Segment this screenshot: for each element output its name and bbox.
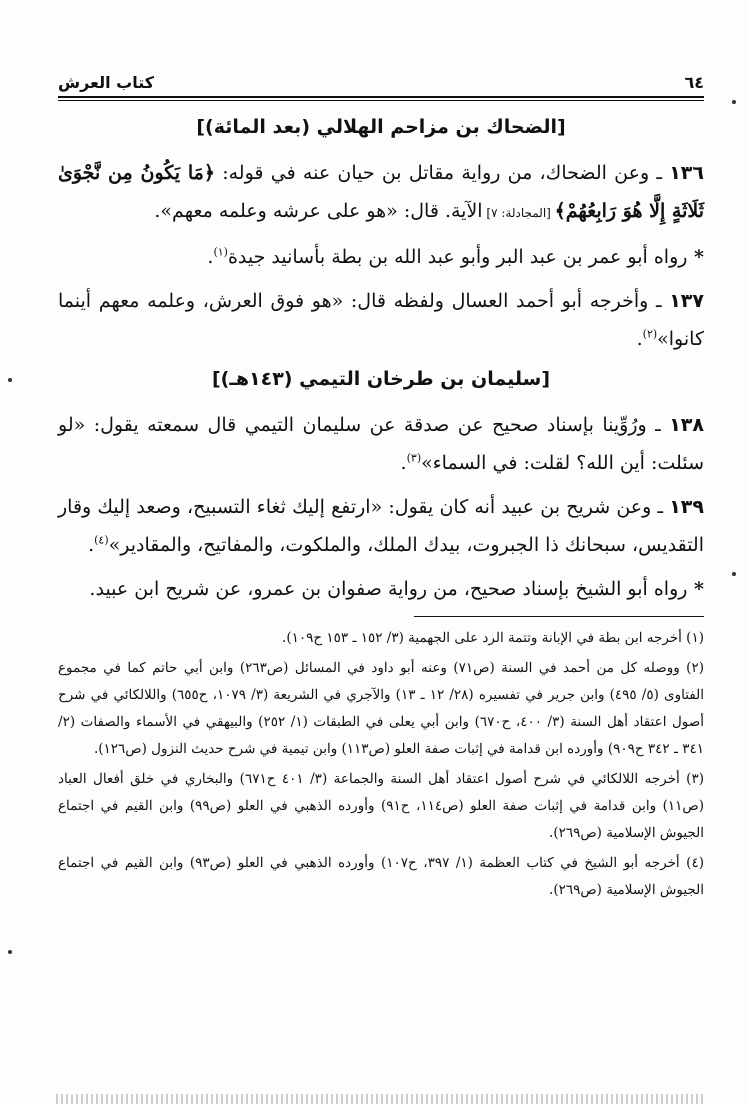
star-marker: * bbox=[687, 246, 704, 268]
section-title-dahhak: [الضحاك بن مزاحم الهلالي (بعد المائة)] bbox=[196, 116, 566, 138]
margin-speck bbox=[732, 100, 736, 104]
header-rule bbox=[58, 96, 704, 101]
bottom-border-ornament bbox=[56, 1094, 706, 1104]
margin-speck bbox=[732, 572, 736, 576]
verse-reference: [المجادلة: ٧] bbox=[482, 206, 555, 220]
paragraph-number: ١٣٨ bbox=[669, 414, 704, 436]
paragraph-number: ١٣٧ bbox=[669, 290, 704, 312]
paragraph-text: ـ ورُوِّينا بإسناد صحيح عن صدقة عن سليمان التيمي قال سمعته يقول: «لو سئلت: أين الله؟ لقلت: في السماء» bbox=[58, 414, 704, 474]
footnote-ref: (٣) bbox=[406, 451, 422, 465]
running-header bbox=[58, 66, 704, 92]
paragraph-138 bbox=[58, 406, 704, 482]
paragraph-text: ـ وعن شريح بن عبيد أنه كان يقول: «ارتفع إليك ثغاء التسبيح، وصعد إليك وقار التقديس، سبحانك ذا الجبروت، بيدك الملك، والملكوت، والمفاتيح، والمقادير» bbox=[58, 496, 704, 556]
quran-verse: ﴿مَا يَكُونُ مِن نَّجْوَىٰ ثَلَاثَةٍ إِلَّا هُوَ رَابِعُهُمْ﴾ bbox=[58, 162, 704, 222]
paragraph-note-1 bbox=[58, 238, 704, 276]
paragraph-number: ١٣٦ bbox=[669, 162, 704, 184]
footnote-3: (٣) أخرجه اللالكائي في شرح أصول اعتقاد أهل السنة والجماعة (٣/ ٤٠١ ح٦٧١) والبخاري في خلق أفعال العباد (ص١١) وابن قدامة في إثبات صفة العلو (ص١١٤، ح٩١) وأورده الذهبي في العلو (ص٩٩) وابن القيم في اجتماع الجيوش الإسلامية (ص٢٦٩). bbox=[58, 771, 704, 841]
paragraph-end: . bbox=[636, 328, 643, 350]
margin-speck bbox=[8, 378, 12, 382]
paragraph-number: ١٣٩ bbox=[669, 496, 704, 518]
paragraph-end: . bbox=[88, 534, 95, 556]
paragraph-139 bbox=[58, 488, 704, 564]
footnotes bbox=[58, 625, 704, 904]
paragraph-text: رواه أبو عمر بن عبد البر وأبو عبد الله بن بطة بأسانيد جيدة bbox=[227, 246, 688, 268]
footnote-4: (٤) أخرجه أبو الشيخ في كتاب العظمة (١/ ٣٩٧، ح١٠٧) وأورده الذهبي في العلو (ص٩٣) وابن القيم في اجتماع الجيوش الإسلامية (ص٢٦٩). bbox=[58, 855, 704, 898]
paragraph-text: ـ وعن الضحاك، من رواية مقاتل بن حيان عنه في قوله: bbox=[214, 162, 670, 184]
footnote-separator bbox=[414, 616, 704, 617]
paragraph-end: . bbox=[400, 452, 407, 474]
footnote-1: (١) أخرجه ابن بطة في الإبانة وتتمة الرد على الجهمية (٣/ ١٥٢ ـ ١٥٣ ح١٠٩). bbox=[282, 630, 704, 646]
paragraph-text-tail: الآية. قال: «هو على عرشه وعلمه معهم». bbox=[154, 200, 483, 222]
footnote-ref: (٢) bbox=[642, 327, 658, 341]
margin-speck bbox=[8, 950, 12, 954]
footnote-ref: (١) bbox=[213, 245, 228, 259]
paragraph-text: رواه أبو الشيخ بإسناد صحيح، من رواية صفوان بن عمرو، عن شريح ابن عبيد bbox=[95, 578, 688, 600]
footnote-2: (٢) ووصله كل من أحمد في السنة (ص٧١) وعنه أبو داود في المسائل (ص٢٦٣) وابن أبي حاتم كما في مجموع الفتاوى (٥/ ٤٩٥) وابن جرير في تفسيره (٢٨/ ١٢ ـ ١٣) والآجري في الشريعة (٣/ ١٠٧٩، ح٦٥٥) واللالكائي في شرح أصول اعتقاد أهل السنة (٣/ ٤٠٠، ح٦٧٠) وابن أبي يعلى في الطبقات (١/ ٢٥٢) والبيهقي في الأسماء والصفات (٢/ ٣٤١ ـ ٣٤٢ ح٩٠٩) وأورده ابن قدامة في إثبات صفة العلو (ص١١٣) وابن تيمية في شرح حديث النزول (ص١٢٦). bbox=[58, 660, 704, 757]
paragraph-end: . bbox=[207, 246, 214, 268]
star-marker: * bbox=[687, 578, 704, 600]
paragraph-text: ـ وأخرجه أبو أحمد العسال ولفظه قال: «هو فوق العرش، وعلمه معهم أينما كانوا» bbox=[58, 290, 704, 350]
main-text bbox=[58, 112, 704, 907]
paragraph-note-2 bbox=[58, 570, 704, 608]
page bbox=[58, 56, 704, 1086]
page-number: ٦٤ bbox=[684, 73, 704, 92]
book-title: كتاب العرش bbox=[58, 73, 155, 92]
paragraph-136 bbox=[58, 154, 704, 232]
paragraph-end: . bbox=[89, 578, 96, 600]
paragraph-137 bbox=[58, 282, 704, 358]
section-title-sulayman: [سليمان بن طرخان التيمي (١٤٣هـ)] bbox=[211, 368, 551, 390]
footnote-ref: (٤) bbox=[94, 533, 109, 547]
